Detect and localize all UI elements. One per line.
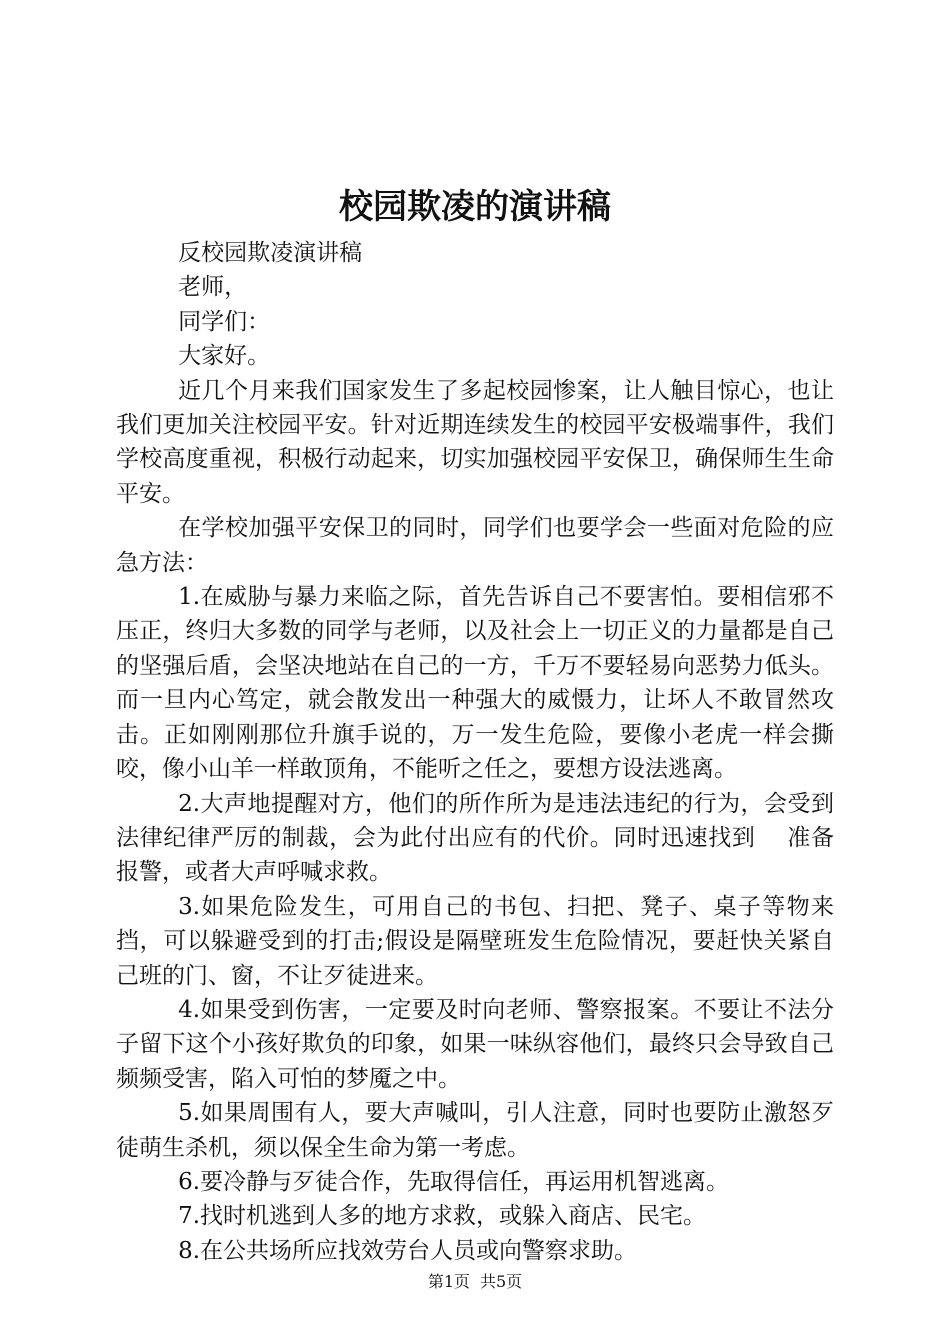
list-item: 7.找时机逃到人多的地方求救，或躲入商店、民宅。 xyxy=(178,1203,707,1230)
list-item: 6.要冷静与歹徒合作，先取得信任，再运用机智逃离。 xyxy=(178,1168,730,1195)
list-item: 3.如果危险发生，可用自己的书包、扫把、凳子、桌子等物来挡，可以躲避受到的打击;假设是隔壁班发生危险情况，要赶快关紧自己班的门、窗，不让歹徒进来。 xyxy=(116,893,834,989)
greeting-paragraph: 大家好。 xyxy=(178,343,271,370)
page-number: 第1页 xyxy=(427,1272,470,1291)
page-total: 共5页 xyxy=(480,1272,523,1291)
salutation-teachers: 老师， xyxy=(178,274,248,301)
list-item: 5.如果周围有人，要大声喊叫，引人注意，同时也要防止激怒歹徒萌生杀机，须以保全生命为第一考虑。 xyxy=(116,1100,834,1161)
salutation-students: 同学们： xyxy=(178,308,271,335)
body-paragraph: 近几个月来我们国家发生了多起校园惨案，让人触目惊心，也让我们更加关注校园平安。针对近期连续发生的校园平安极端事件，我们学校高度重视，积极行动起来，切实加强校园平安保卫，确保师生生命平安。 xyxy=(116,377,834,507)
subtitle-paragraph: 反校园欺凌演讲稿 xyxy=(178,240,363,266)
list-item: 2.大声地提醒对方，他们的所作所为是违法违纪的行为，会受到法律纪律严厉的制裁，会为此付出应有的代价。同时迅速找到 准备报警，或者大声呼喊求救。 xyxy=(116,790,834,886)
list-item: 8.在公共场所应找效劳台人员或向警察求助。 xyxy=(178,1237,638,1264)
document-body xyxy=(116,236,834,1268)
list-item: 1.在威胁与暴力来临之际，首先告诉自己不要害怕。要相信邪不压正，终归大多数的同学与老师，以及社会上一切正义的力量都是自己的坚强后盾，会坚决地站在自己的一方，千万不要轻易向恶势力低头。而一旦内心笃定，就会散发出一种强大的威慑力，让坏人不敢冒然攻击。正如刚刚那位升旗手说的，万一发生危险，要像小老虎一样会撕咬，像小山羊一样敢顶角，不能听之任之，要想方设法逃离。 xyxy=(116,584,834,783)
body-paragraph: 在学校加强平安保卫的同时，同学们也要学会一些面对危险的应急方法： xyxy=(116,515,834,576)
list-item: 4.如果受到伤害，一定要及时向老师、警察报案。不要让不法分子留下这个小孩好欺负的印象，如果一味纵容他们，最终只会导致自己频频受害，陷入可怕的梦魇之中。 xyxy=(116,996,834,1092)
document-title: 校园欺凌的演讲稿 xyxy=(339,187,611,227)
page-footer xyxy=(0,1271,950,1293)
